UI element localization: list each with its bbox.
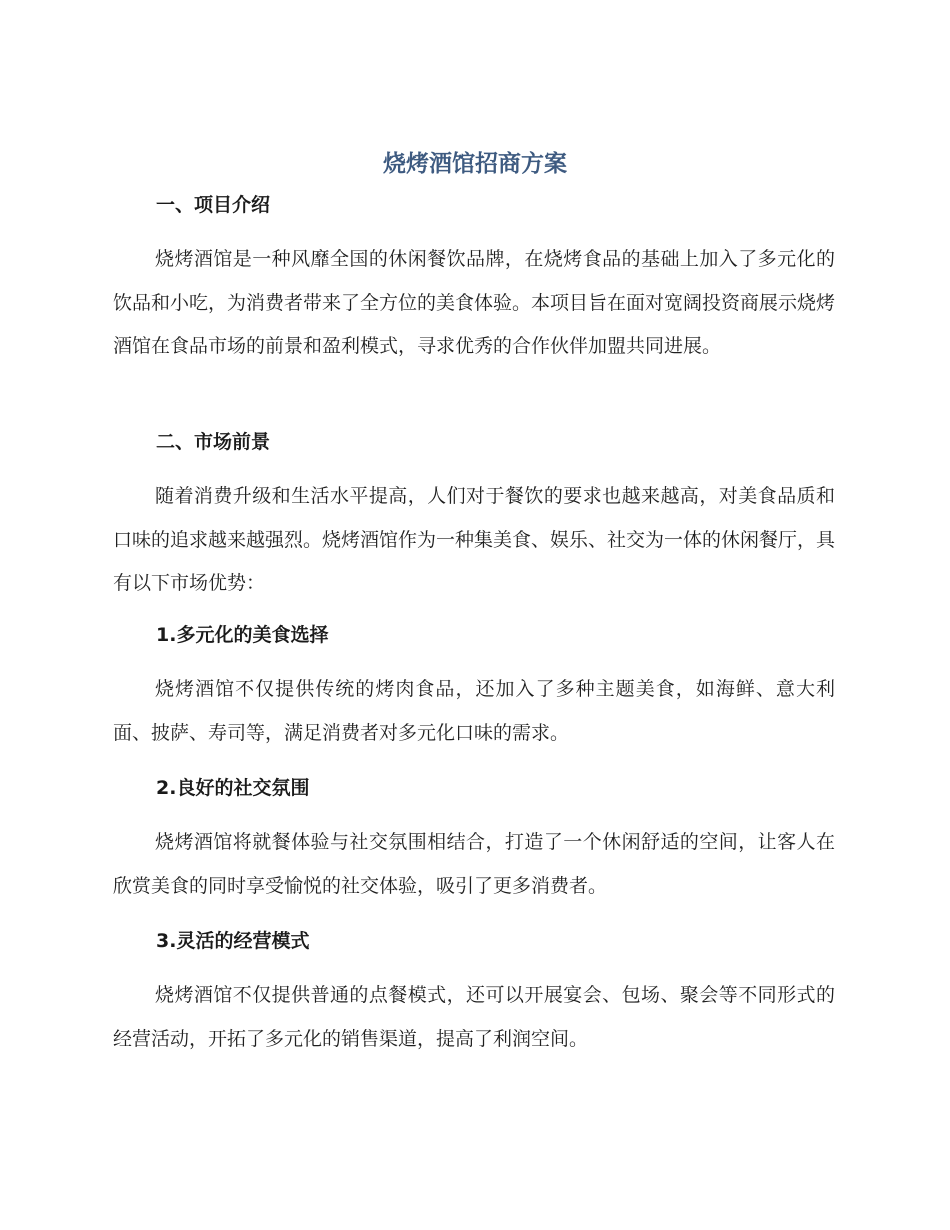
subsection-heading-flexible-business: 3.灵活的经营模式 [156, 930, 310, 952]
section-paragraph-project-intro: 烧烤酒馆是一种风靡全国的休闲餐饮品牌，在烧烤食品的基础上加入了多元化的饮品和小吃，为消费者带来了全方位的美食体验。本项目旨在面对宽阔投资商展示烧烤酒馆在食品市场的前景和盈利模式，寻求优秀的合作伙伴加盟共同进展。 [113, 248, 836, 357]
subsection-paragraph-flexible-business: 烧烤酒馆不仅提供普通的点餐模式，还可以开展宴会、包场、聚会等不同形式的经营活动，开拓了多元化的销售渠道，提高了利润空间。 [113, 984, 835, 1050]
section-heading-market-outlook: 二、市场前景 [156, 431, 271, 453]
subsection-paragraph-diverse-food: 烧烤酒馆不仅提供传统的烤肉食品，还加入了多种主题美食，如海鲜、意大利面、披萨、寿司等，满足消费者对多元化口味的需求。 [113, 678, 835, 744]
subsection-heading-social-atmosphere: 2.良好的社交氛围 [156, 777, 310, 799]
section-paragraph-market-outlook: 随着消费升级和生活水平提高，人们对于餐饮的要求也越来越高，对美食品质和口味的追求越来越强烈。烧烤酒馆作为一种集美食、娱乐、社交为一体的休闲餐厅，具有以下市场优势： [113, 485, 836, 594]
document-title: 烧烤酒馆招商方案 [383, 151, 567, 177]
subsection-heading-diverse-food: 1.多元化的美食选择 [156, 624, 329, 646]
subsection-paragraph-social-atmosphere: 烧烤酒馆将就餐体验与社交氛围相结合，打造了一个休闲舒适的空间，让客人在欣赏美食的同时享受愉悦的社交体验，吸引了更多消费者。 [113, 831, 835, 897]
section-heading-project-intro: 一、项目介绍 [156, 194, 271, 216]
